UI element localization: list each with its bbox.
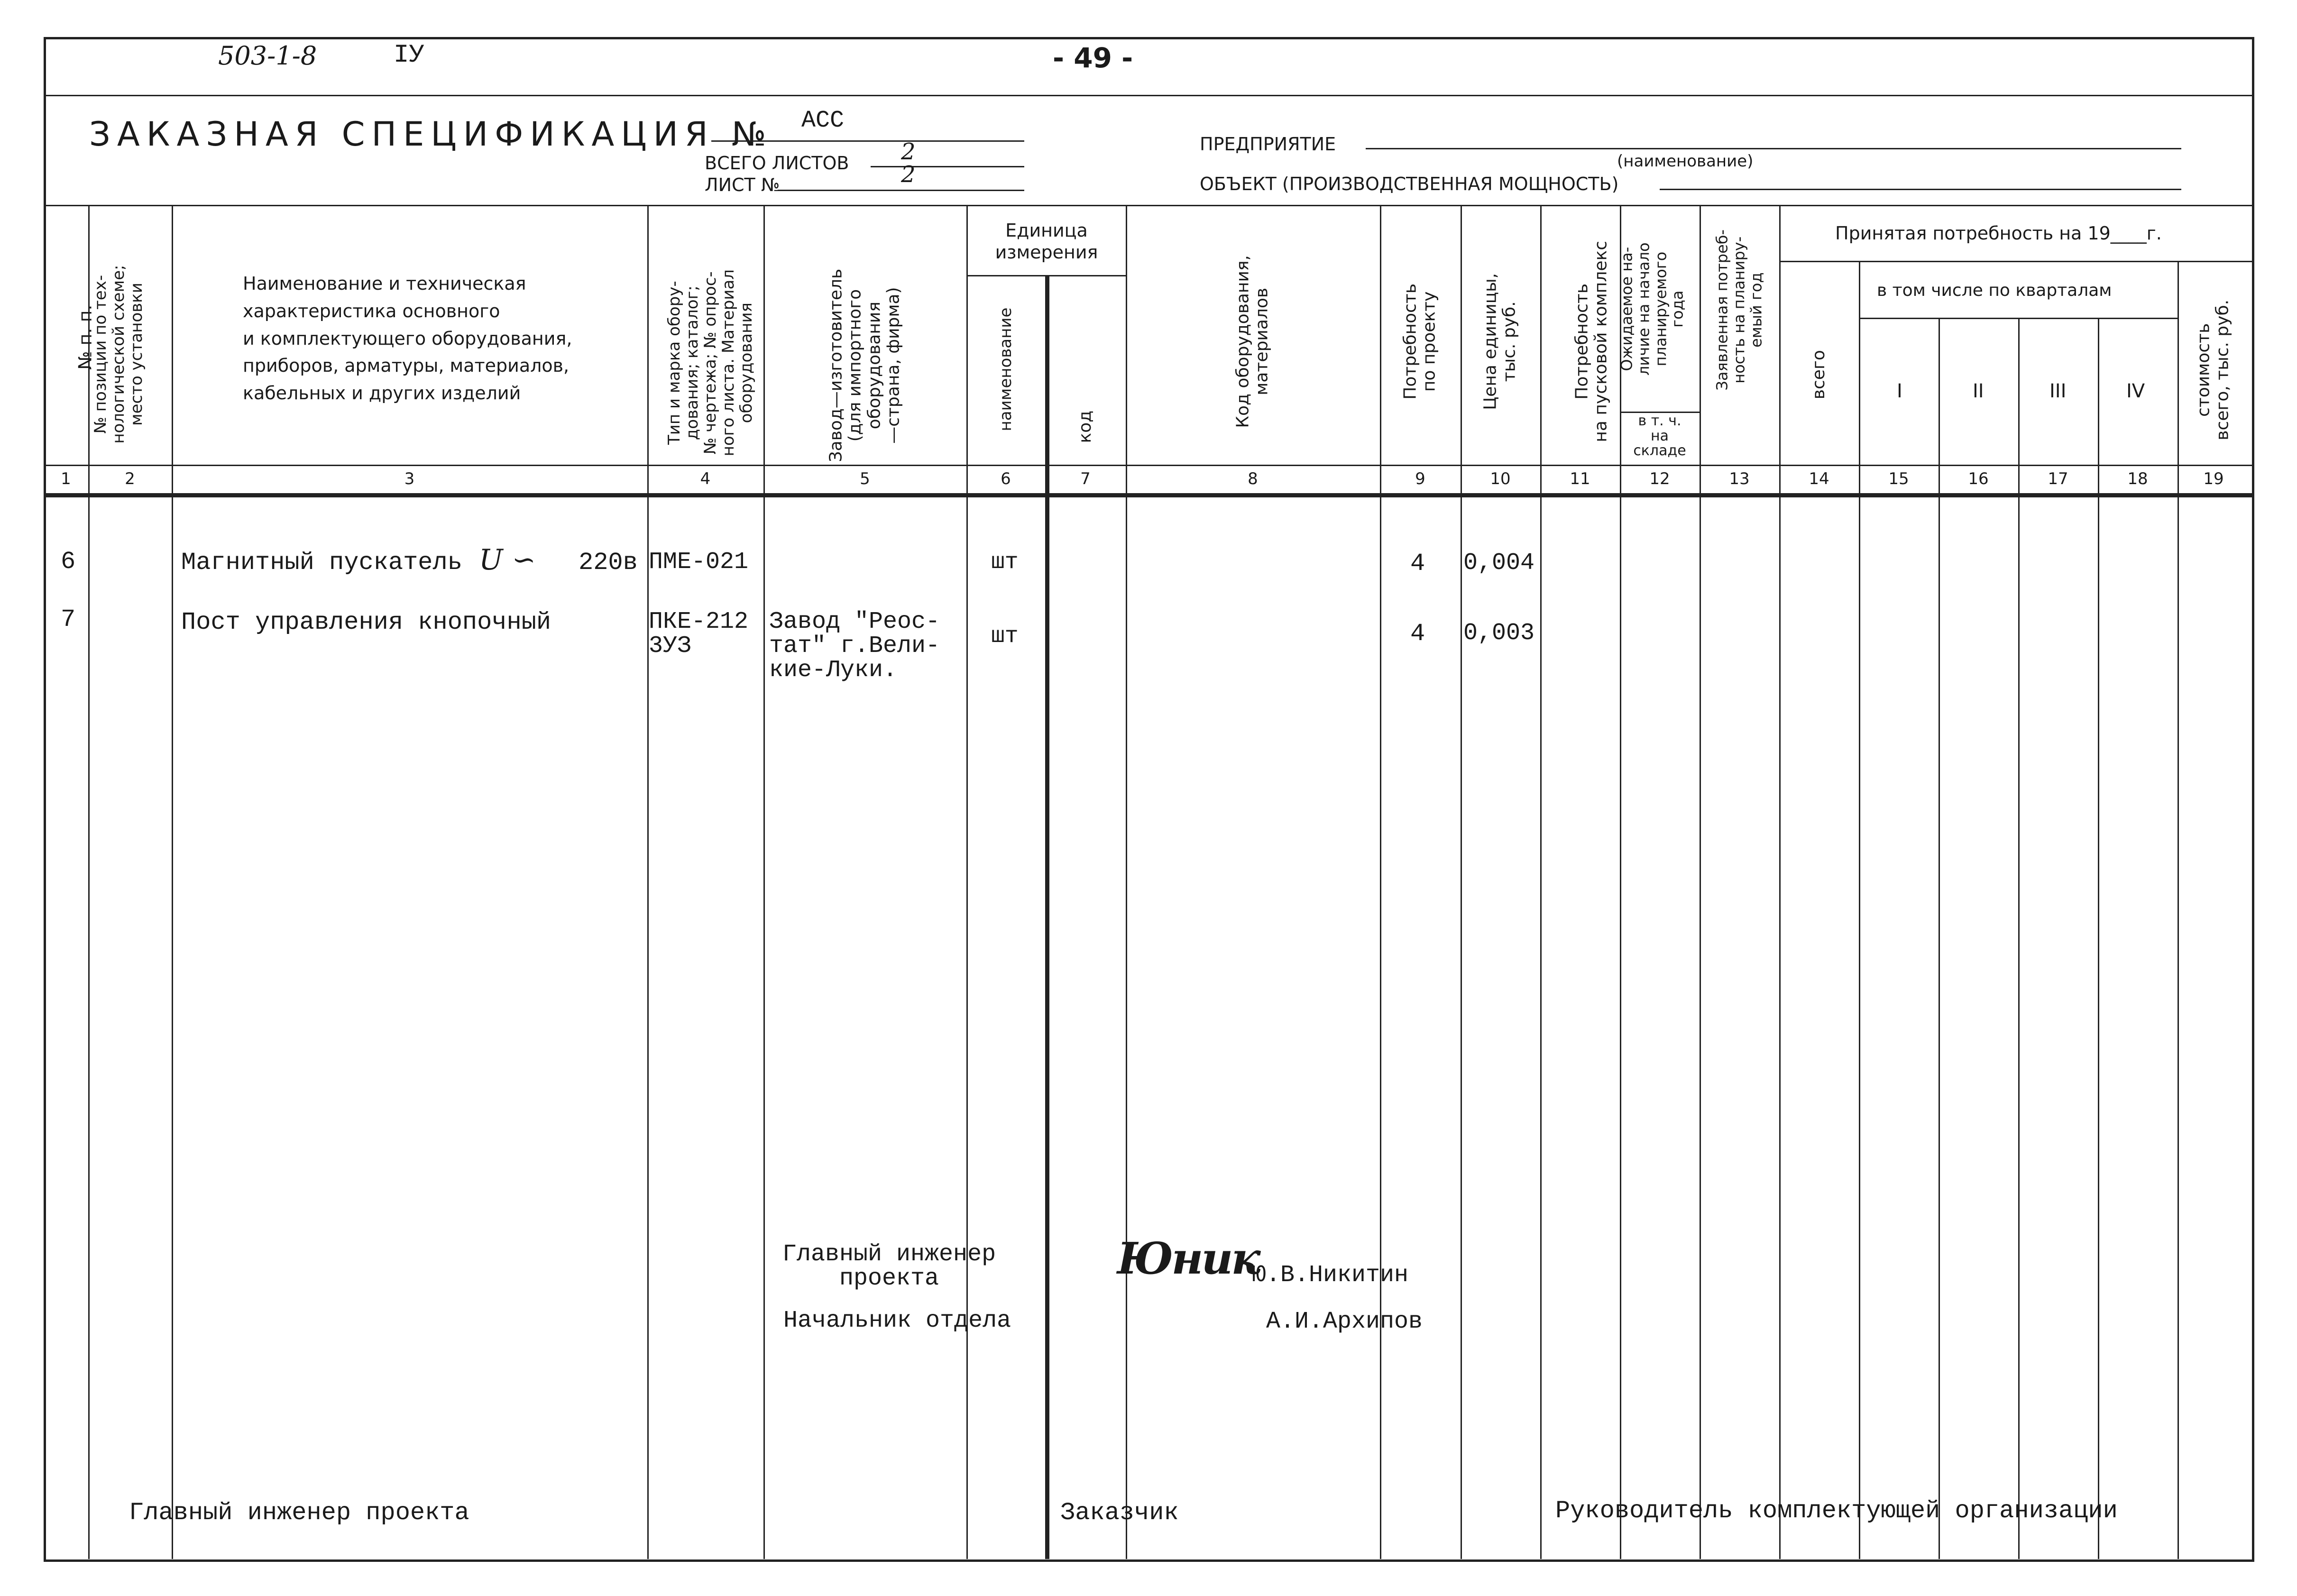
col-num-3: 3 bbox=[404, 469, 415, 488]
header-project-need: Потребность по проекту bbox=[1400, 283, 1439, 400]
col-num-4: 4 bbox=[700, 469, 711, 488]
header-quarter-2: II bbox=[1973, 380, 1984, 402]
header-accepted-need: Принятая потребность на 19____г. bbox=[1835, 223, 2162, 244]
col-num-2: 2 bbox=[125, 469, 135, 488]
header-quarter-4: IV bbox=[2126, 380, 2145, 402]
col-num-13: 13 bbox=[1729, 469, 1750, 488]
item-name: Пост управления кнопочный bbox=[181, 608, 551, 636]
header-manufacturer: Завод—изготовитель (для импортного оборудования —страна, фирма) bbox=[826, 268, 903, 462]
item-qty: 4 bbox=[1410, 620, 1425, 648]
item-price: 0,003 bbox=[1463, 620, 1535, 647]
sheet-number-label: ЛИСТ № bbox=[705, 174, 780, 195]
total-sheets-value: 2 bbox=[901, 138, 916, 165]
col-num-10: 10 bbox=[1490, 469, 1511, 488]
header-type-brand: Тип и марка обору- дования; каталог; № чертежа; № опрос- ного листа. Материал оборудования bbox=[664, 269, 756, 457]
col-num-14: 14 bbox=[1809, 469, 1829, 488]
total-sheets-label: ВСЕГО ЛИСТОВ bbox=[705, 153, 849, 174]
col-num-11: 11 bbox=[1570, 469, 1590, 488]
header-quarter-1: I bbox=[1897, 380, 1902, 402]
col-num-8: 8 bbox=[1248, 469, 1258, 488]
item-type: ПКЕ-212 3УЗ bbox=[649, 608, 749, 660]
header-quarter-3: III bbox=[2049, 380, 2067, 402]
header-declared-need: Заявленная потреб- ность на планиру- емый год bbox=[1713, 229, 1765, 391]
col-num-7: 7 bbox=[1080, 469, 1091, 488]
header-quarters: в том числе по кварталам bbox=[1877, 281, 2112, 300]
col-num-19: 19 bbox=[2203, 469, 2224, 488]
header-total: всего bbox=[1809, 350, 1828, 400]
enterprise-caption: (наименование) bbox=[1617, 152, 1754, 171]
handwritten-signature: Юник bbox=[1117, 1233, 1259, 1284]
spec-number: АСС bbox=[801, 107, 845, 134]
volume-label: IУ bbox=[394, 41, 424, 70]
item-unit: шт bbox=[991, 550, 1019, 575]
col-num-1: 1 bbox=[61, 469, 71, 488]
dept-head-label: Начальник отдела bbox=[783, 1307, 1011, 1334]
item-name: Магнитный пускатель bbox=[181, 549, 462, 577]
col-num-6: 6 bbox=[1001, 469, 1011, 488]
col-num-18: 18 bbox=[2127, 469, 2148, 488]
col-num-15: 15 bbox=[1888, 469, 1909, 488]
chief-engineer-name: Ю.В.Никитин bbox=[1252, 1262, 1409, 1289]
enterprise-label: ПРЕДПРИЯТИЕ bbox=[1200, 134, 1336, 155]
chief-engineer-label: Главный инженер проекта bbox=[782, 1241, 996, 1292]
row-number: 6 bbox=[61, 548, 76, 576]
voltage-symbol: U ∽ bbox=[479, 543, 536, 577]
item-qty: 4 bbox=[1410, 550, 1425, 578]
object-label: ОБЪЕКТ (ПРОИЗВОДСТВЕННАЯ МОЩНОСТЬ) bbox=[1200, 174, 1619, 194]
item-type: ПМЕ-021 bbox=[649, 549, 749, 576]
page-frame bbox=[44, 37, 2254, 1562]
header-unit-group: Единица измерения bbox=[995, 220, 1098, 263]
col-num-16: 16 bbox=[1968, 469, 1989, 488]
header-startup-need: Потребность на пусковой комплекс bbox=[1572, 240, 1611, 442]
page-number: - 49 - bbox=[1053, 42, 1133, 74]
footer-customer: Заказчик bbox=[1060, 1499, 1179, 1527]
header-row-number: № п. п. bbox=[74, 304, 96, 370]
header-in-warehouse: в т. ч. на складе bbox=[1633, 413, 1686, 459]
header-position: № позиции по тех- нологической схеме; место установки bbox=[91, 265, 147, 444]
col-num-12: 12 bbox=[1649, 469, 1670, 488]
item-unit: шт bbox=[991, 624, 1019, 649]
header-equipment-code: Код оборудования, материалов bbox=[1233, 255, 1272, 428]
item-factory: Завод "Реос- тат" г.Вели- кие-Луки. bbox=[769, 608, 940, 684]
header-total-cost: стоимость всего, тыс. руб. bbox=[2194, 299, 2233, 440]
col-num-9: 9 bbox=[1415, 469, 1425, 488]
footer-supplier-head: Руководитель комплектующей организации bbox=[1555, 1497, 2118, 1525]
document-title: ЗАКАЗНАЯ СПЕЦИФИКАЦИЯ № bbox=[89, 115, 773, 154]
header-unit-price: Цена единицы, тыс. руб. bbox=[1480, 273, 1519, 410]
col-num-17: 17 bbox=[2048, 469, 2068, 488]
voltage-value: 220в bbox=[579, 549, 638, 577]
footer-chief-engineer: Главный инженер проекта bbox=[129, 1499, 469, 1527]
col-num-5: 5 bbox=[860, 469, 870, 488]
item-price: 0,004 bbox=[1463, 550, 1535, 577]
header-item-name: Наименование и техническая характеристика основного и комплектующего оборудования, приборов, арматуры, материалов, кабельных и других изделий bbox=[243, 273, 572, 404]
row-number: 7 bbox=[61, 605, 76, 633]
header-unit-code: код bbox=[1075, 410, 1095, 443]
series-code: 503-1-8 bbox=[218, 41, 317, 71]
sheet-number-value: 2 bbox=[901, 161, 916, 188]
header-expected-stock: Ожидаемое на- личие на начало планируемого года bbox=[1617, 242, 1687, 376]
header-unit-name: наименование bbox=[996, 307, 1015, 431]
dept-head-name: А.И.Архипов bbox=[1266, 1308, 1423, 1335]
